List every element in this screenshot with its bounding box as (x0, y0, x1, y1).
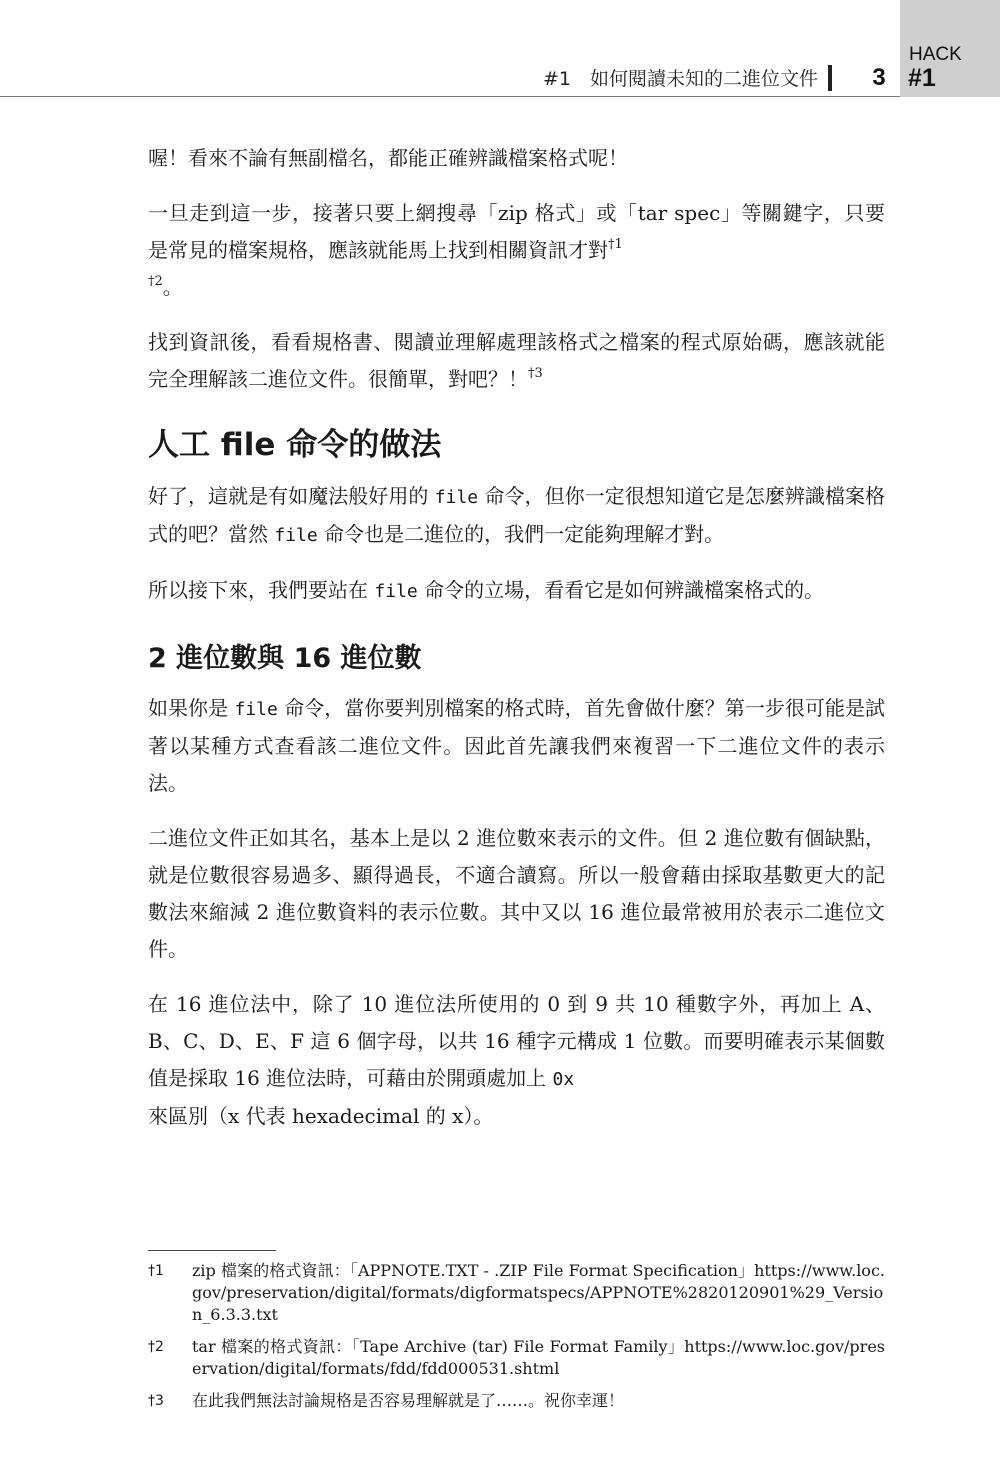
paragraph-5 (148, 572, 885, 610)
paragraph-3-text: 找到資訊後，看看規格書、閱讀並理解處理該格式之檔案的程式原始碼，應該就能完全理解該二進位文件。很簡單，對吧？！ (148, 330, 885, 391)
paragraph-8 (148, 986, 885, 1135)
hack-tab (900, 0, 1000, 97)
code-file-4: file (234, 699, 278, 720)
footnote-ref-1: †1 (608, 237, 623, 252)
subsection-title: 2 進位數與 16 進位數 (148, 643, 422, 674)
paragraph-4-text-b: 命令，但你一定很想知道它是怎麼辨識檔案格式的吧？當然 (148, 484, 886, 546)
paragraph-1 (148, 140, 885, 177)
footnote-2 (148, 1336, 885, 1380)
section-title: 人工 file 命令的做法 (148, 427, 442, 463)
footnote-3-mark: †3 (148, 1393, 164, 1409)
code-file-3: file (374, 581, 418, 602)
header-rule (0, 96, 900, 97)
header-separator (828, 65, 832, 91)
paragraph-5-text-b: 命令的立場，看看它是如何辨識檔案格式的。 (417, 578, 825, 602)
hack-number: #1 (908, 64, 936, 92)
footnotes (148, 1260, 885, 1422)
footnote-1 (148, 1260, 885, 1326)
paragraph-7-text: 二進位文件正如其名，基本上是以 2 進位數來表示的文件。但 2 進位數有個缺點，就是位數很容易過多、顯得過長，不適合讀寫。所以一般會藉由採取基數更大的記數法來縮減 2 進位數資料的表示位數。其中又以 16 進位最常被用於表示二進位文件。 (148, 826, 885, 961)
paragraph-3 (148, 324, 885, 398)
footnote-2-mark: †2 (148, 1339, 164, 1355)
paragraph-5-text-a: 所以接下來，我們要站在 (148, 578, 375, 602)
paragraph-1-text: 喔！看來不論有無副檔名，都能正確辨識檔案格式呢！ (148, 146, 628, 170)
paragraph-8-text-a: 在 16 進位法中，除了 10 進位法所使用的 0 到 9 共 10 種數字外，再加上 A、B、C、D、E、F 這 6 個字母，以共 16 種字元構成 1 位數。而要明確表示某個數值是採取 16 進位法時，可藉由於開頭處加上 (148, 992, 885, 1090)
footnote-3-text: 在此我們無法討論規格是否容易理解就是了……。祝你幸運！ (192, 1391, 625, 1410)
page-number: 3 (872, 64, 886, 91)
paragraph-4 (148, 478, 885, 554)
code-file-1: file (434, 487, 479, 508)
hack-label: HACK (909, 44, 962, 65)
paragraph-6-text-b: 命令，當你要判別檔案的格式時，首先會做什麼？第一步很可能是試著以某種方式查看該二進位文件。因此首先讓我們來複習一下二進位文件的表示法。 (148, 696, 886, 795)
footnote-rule (148, 1250, 276, 1251)
footnote-1-mark: †1 (148, 1263, 164, 1279)
footnote-3 (148, 1390, 885, 1412)
paragraph-8-text-b: 來區別（x 代表 hexadecimal 的 x）。 (148, 1104, 494, 1128)
paragraph-4-text-c: 命令也是二進位的，我們一定能夠理解才對。 (317, 522, 725, 546)
code-hex-prefix: 0x (552, 1069, 575, 1090)
paragraph-7 (148, 820, 885, 968)
running-title: #1 如何閱讀未知的二進位文件 (542, 68, 818, 90)
paragraph-4-text-a: 好了，這就是有如魔法般好用的 (148, 484, 435, 508)
footnote-ref-2: †2 (148, 274, 163, 289)
paragraph-2-end: 。 (162, 275, 183, 299)
running-head (543, 64, 832, 91)
footnote-2-text: tar 檔案的格式資訊：「Tape Archive (tar) File Format Family」https://www.loc.gov/preservation/digital/formats/fdd/fdd000531.shtml (192, 1337, 885, 1378)
paragraph-6 (148, 690, 885, 802)
footnote-ref-3: †3 (528, 366, 543, 381)
main-content (148, 140, 885, 1153)
code-file-2: file (274, 525, 318, 546)
paragraph-2-text: 一旦走到這一步，接著只要上網搜尋「zip 格式」或「tar spec」等關鍵字，只要是常見的檔案規格，應該就能馬上找到相關資訊才對 (148, 201, 885, 262)
paragraph-6-text-a: 如果你是 (148, 696, 235, 720)
footnote-1-text: zip 檔案的格式資訊：「APPNOTE.TXT - .ZIP File Format Specification」https://www.loc.gov/preservation/digital/formats/digformatspecs/APPNOTE%2820120901%29_Version_6.3.3.txt (192, 1261, 885, 1324)
paragraph-2 (148, 195, 885, 306)
